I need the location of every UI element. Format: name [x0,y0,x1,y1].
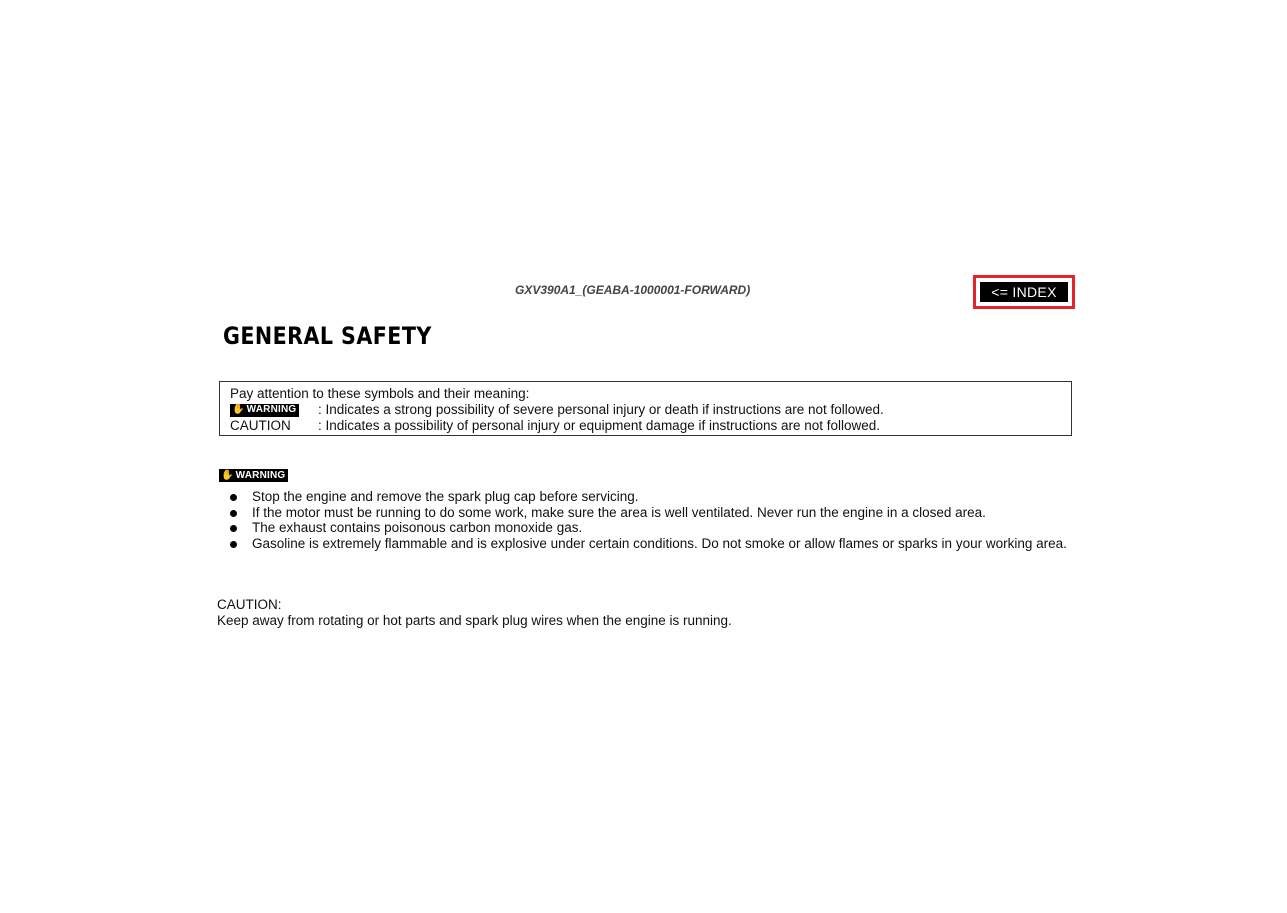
warning-badge: ✋ WARNING [230,404,299,417]
caution-term: CAUTION [230,418,291,433]
legend-intro: Pay attention to these symbols and their meaning: [230,386,530,401]
list-item: Stop the engine and remove the spark plug cap before servicing. [219,489,1074,505]
symbol-legend [219,381,1072,436]
legend-caution-text: : Indicates a possibility of personal injury or equipment damage if instructions are not followed. [318,418,881,433]
list-item: Gasoline is extremely flammable and is explosive under certain conditions. Do not smoke or allow flames or sparks in your working area. [219,536,1074,552]
caution-heading: CAUTION: [217,597,282,612]
warning-badge: ✋ WARNING [219,469,288,482]
hand-icon: ✋ [232,404,245,415]
list-item: The exhaust contains poisonous carbon monoxide gas. [219,520,1074,536]
list-item: If the motor must be running to do some work, make sure the area is well ventilated. Never run the engine in a closed area. [219,505,1074,521]
warning-list [219,489,1074,551]
caution-section [217,597,732,629]
hand-icon: ✋ [221,470,234,481]
document-id: GXV390A1_(GEABA-1000001-FORWARD) [515,283,751,297]
legend-warning-text: : Indicates a strong possibility of severe personal injury or death if instructions are not followed. [318,402,884,417]
index-button-label[interactable]: <= INDEX [980,282,1068,302]
legend-row-caution [230,418,1071,434]
caution-text: Keep away from rotating or hot parts and spark plug wires when the engine is running. [217,613,732,628]
index-button[interactable] [973,275,1075,309]
legend-row-warning [230,402,1071,418]
warning-section [219,465,1074,551]
page-title: GENERAL SAFETY [223,322,432,350]
